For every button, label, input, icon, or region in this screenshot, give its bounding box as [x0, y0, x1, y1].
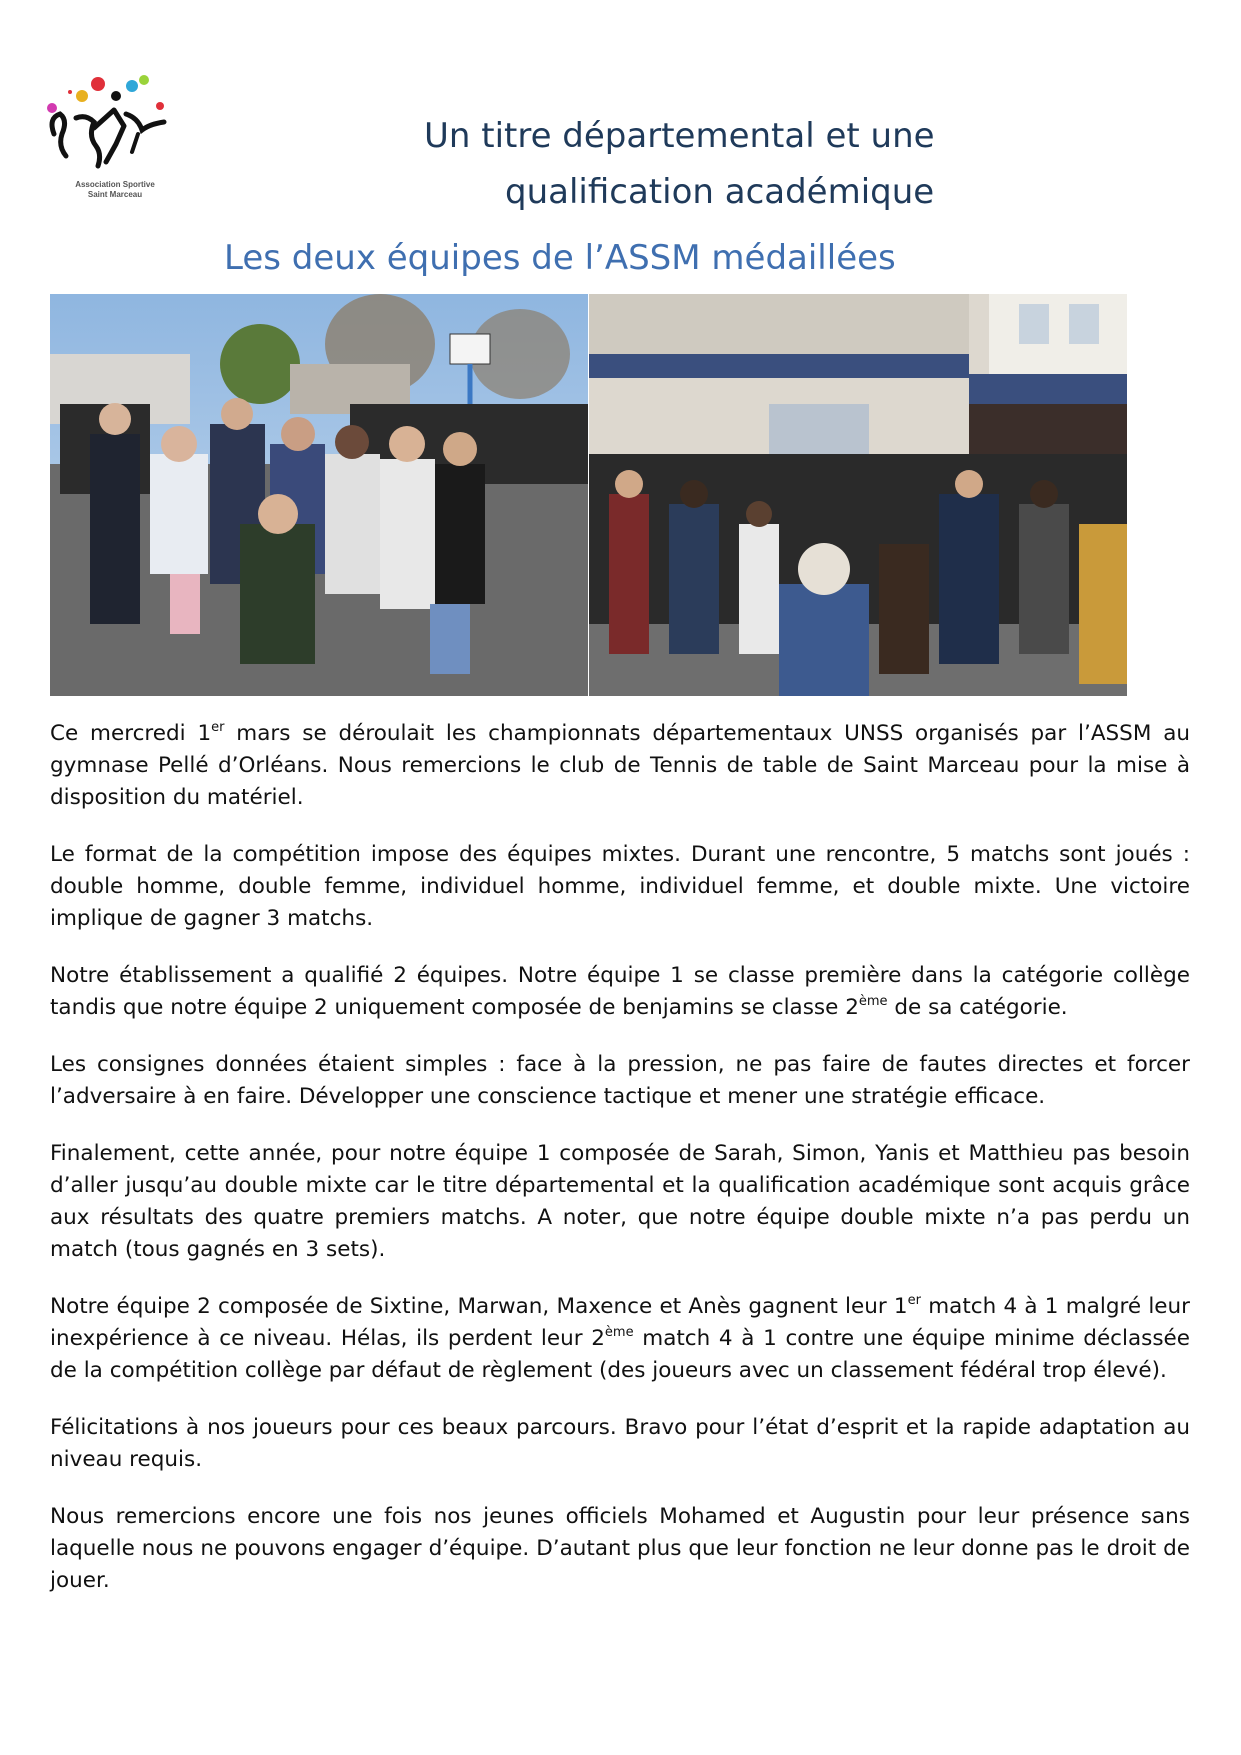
- page-subtitle: Les deux équipes de l’ASSM médaillées: [224, 238, 896, 278]
- paragraph-6-sup1: er: [907, 1293, 921, 1308]
- paragraph-1-text-b: mars se déroulait les championnats départementaux UNSS organisés par l’ASSM au gymnase Pellé d’Orléans. Nous remercions le club de Tennis de table de Saint Marceau pour la mise à disposition du matériel.: [50, 721, 1190, 810]
- association-logo: [46, 74, 184, 206]
- logo-caption-line2: Saint Marceau: [87, 190, 143, 199]
- team-group-photo: [50, 294, 588, 696]
- paragraph-1: [50, 718, 1190, 814]
- page-title-line2: qualification académique: [505, 172, 935, 212]
- paragraph-3-text-a: Notre établissement a qualifié 2 équipes. Notre équipe 1 se classe première dans la catégorie collège tandis que notre équipe 2 uniquement composée de benjamins se classe 2: [50, 963, 1190, 1020]
- page-title-line1: Un titre départemental et une: [424, 116, 935, 156]
- paragraph-1-text-a: Ce mercredi 1: [50, 721, 212, 746]
- paragraph-1-sup: er: [211, 720, 225, 735]
- paragraph-5: Finalement, cette année, pour notre équipe 1 composée de Sarah, Simon, Yanis et Matthieu pas besoin d’aller jusqu’au double mixte car le titre départemental et la qualification académique sont acquis grâce aux résultats des quatre premiers matchs. A noter, que notre équipe double mixte n’a pas perdu un match (tous gagnés en 3 sets).: [50, 1141, 1190, 1262]
- paragraph-3-sup: ème: [858, 994, 888, 1009]
- paragraph-6-text-b: match 4 à 1 malgré leur inexpérience à ce niveau. Hélas, ils perdent leur 2: [50, 1294, 1190, 1351]
- paragraph-8: Nous remercions encore une fois nos jeunes officiels Mohamed et Augustin pour leur présence sans laquelle nous ne pouvons engager d’équipe. D’autant plus que leur fonction ne leur donne pas le droit de jouer.: [50, 1504, 1190, 1593]
- paragraph-4: Les consignes données étaient simples : face à la pression, ne pas faire de fautes directes et forcer l’adversaire à en faire. Développer une conscience tactique et mener une stratégie efficace.: [50, 1052, 1190, 1109]
- paragraph-6: [50, 1291, 1190, 1387]
- article-body: [50, 718, 1190, 1622]
- paragraph-6-sup2: ème: [604, 1325, 634, 1340]
- paragraph-6-text-c: match 4 à 1 contre une équipe minime déclassée de la compétition collège par défaut de règlement (des joueurs avec un classement fédéral trop élevé).: [50, 1326, 1191, 1383]
- paragraph-6-text-a: Notre équipe 2 composée de Sixtine, Marwan, Maxence et Anès gagnent leur 1: [50, 1294, 908, 1319]
- competition-crowd-photo: [589, 294, 1127, 696]
- paragraph-3-text-b: de sa catégorie.: [887, 995, 1068, 1020]
- logo-caption: [46, 180, 184, 200]
- paragraph-2: Le format de la compétition impose des équipes mixtes. Durant une rencontre, 5 matchs sont joués : double homme, double femme, individuel homme, individuel femme, et double mixte. Une victoire implique de gagner 3 matchs.: [50, 842, 1190, 931]
- paragraph-7: Félicitations à nos joueurs pour ces beaux parcours. Bravo pour l’état d’esprit et la rapide adaptation au niveau requis.: [50, 1415, 1190, 1472]
- paragraph-3: [50, 960, 1190, 1024]
- logo-caption-line1: Association Sportive: [75, 180, 155, 189]
